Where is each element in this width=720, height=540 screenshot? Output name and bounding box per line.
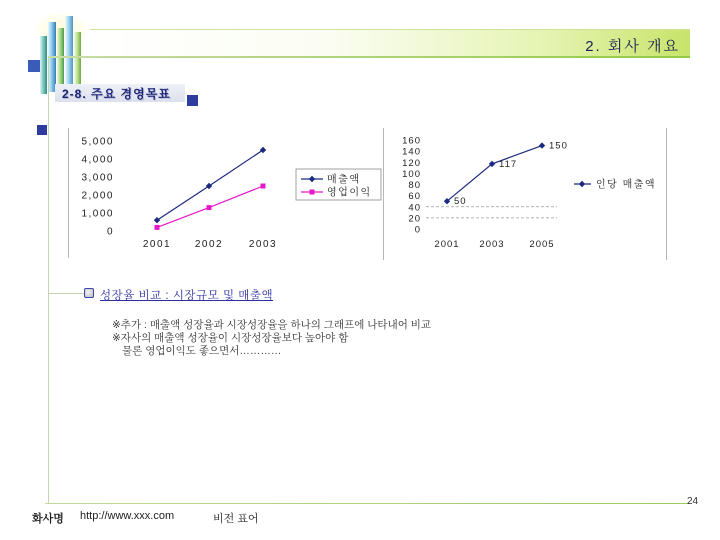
subtitle-square-marker	[187, 95, 198, 106]
page-number: 24	[687, 496, 699, 507]
chart2-x-tick-label: 2003	[479, 239, 505, 250]
chart-revenue-per-employee	[383, 128, 667, 260]
bullet-heading: 성장율 비교 : 시장규모 및 매출액	[100, 290, 274, 302]
chart2-series1-point	[539, 142, 545, 148]
footer-rule	[45, 503, 690, 504]
chart2-x-tick-label: 2001	[434, 239, 460, 250]
logo-square	[28, 60, 40, 72]
chart1-legend-label: 영업이익	[327, 187, 372, 199]
logo-bar	[74, 32, 81, 92]
chart2-x-tick-label: 2005	[529, 239, 555, 250]
chart2-y-tick-label: 160	[402, 135, 421, 147]
left-vertical-rule	[48, 58, 49, 504]
chart1-series1-point	[260, 147, 266, 153]
logo-bar	[40, 36, 47, 94]
chart-revenue-operating-profit	[68, 128, 382, 258]
chart2-y-tick-label: 40	[408, 202, 421, 214]
chart2-y-tick-label: 20	[408, 213, 421, 225]
bullet-connector	[48, 293, 84, 294]
chart1-y-tick-label: 0	[106, 226, 114, 238]
note-line: ※추가 : 매출액 성장율과 시장성장율을 하나의 그래프에 나타내어 비교	[112, 319, 432, 331]
chart2-legend-marker	[579, 181, 585, 187]
left-square-marker	[37, 125, 47, 135]
chart1-x-tick-label: 2003	[248, 239, 278, 250]
notes-block	[112, 319, 431, 358]
chart2-y-tick-label: 0	[414, 224, 421, 236]
note-line: ※자사의 매출액 성장율이 시장성장율보다 높아야 함	[112, 332, 349, 344]
chart2-legend-label: 인당 매출액	[596, 179, 657, 191]
header-rule	[48, 56, 690, 58]
chart1-y-tick-label: 5,000	[81, 136, 114, 148]
chart1-legend-label: 매출액	[327, 174, 361, 186]
chart1-series2-point	[207, 205, 212, 210]
slide-title: 2. 회사 개요	[585, 38, 680, 55]
footer-url: http://www.xxx.com	[80, 510, 175, 522]
chart1-series1-point	[154, 217, 160, 223]
footer-company-name: 화사명	[32, 513, 64, 525]
chart2-y-tick-label: 80	[408, 180, 421, 191]
chart2-data-label: 50	[454, 196, 467, 208]
chart1-series2-point	[261, 184, 266, 189]
chart2-data-label: 150	[549, 140, 568, 152]
bullet-icon	[84, 288, 94, 298]
chart1-series1-point	[206, 183, 212, 189]
chart2-data-label: 117	[499, 158, 518, 170]
chart2-y-tick-label: 120	[402, 157, 421, 169]
chart1-series2-point	[155, 225, 160, 230]
footer-slogan: 비전 표어	[213, 513, 259, 525]
chart1-x-tick-label: 2002	[194, 239, 224, 250]
chart2-y-tick-label: 140	[402, 146, 421, 158]
chart2-series1-line	[447, 146, 542, 202]
chart1-y-tick-label: 3,000	[81, 172, 114, 184]
chart1-y-tick-label: 2,000	[81, 190, 114, 202]
chart1-legend-marker	[310, 190, 315, 195]
logo-bar	[65, 16, 73, 90]
chart1-y-tick-label: 4,000	[81, 154, 114, 166]
note-line: 물론 영업이익도 좋으면서…………	[122, 345, 282, 357]
section-subtitle: 2-8. 주요 경영목표	[62, 87, 171, 101]
chart2-y-tick-label: 60	[408, 191, 421, 203]
chart1-y-tick-label: 1,000	[81, 208, 114, 220]
chart1-x-tick-label: 2001	[142, 239, 172, 250]
chart2-y-tick-label: 100	[402, 168, 421, 180]
